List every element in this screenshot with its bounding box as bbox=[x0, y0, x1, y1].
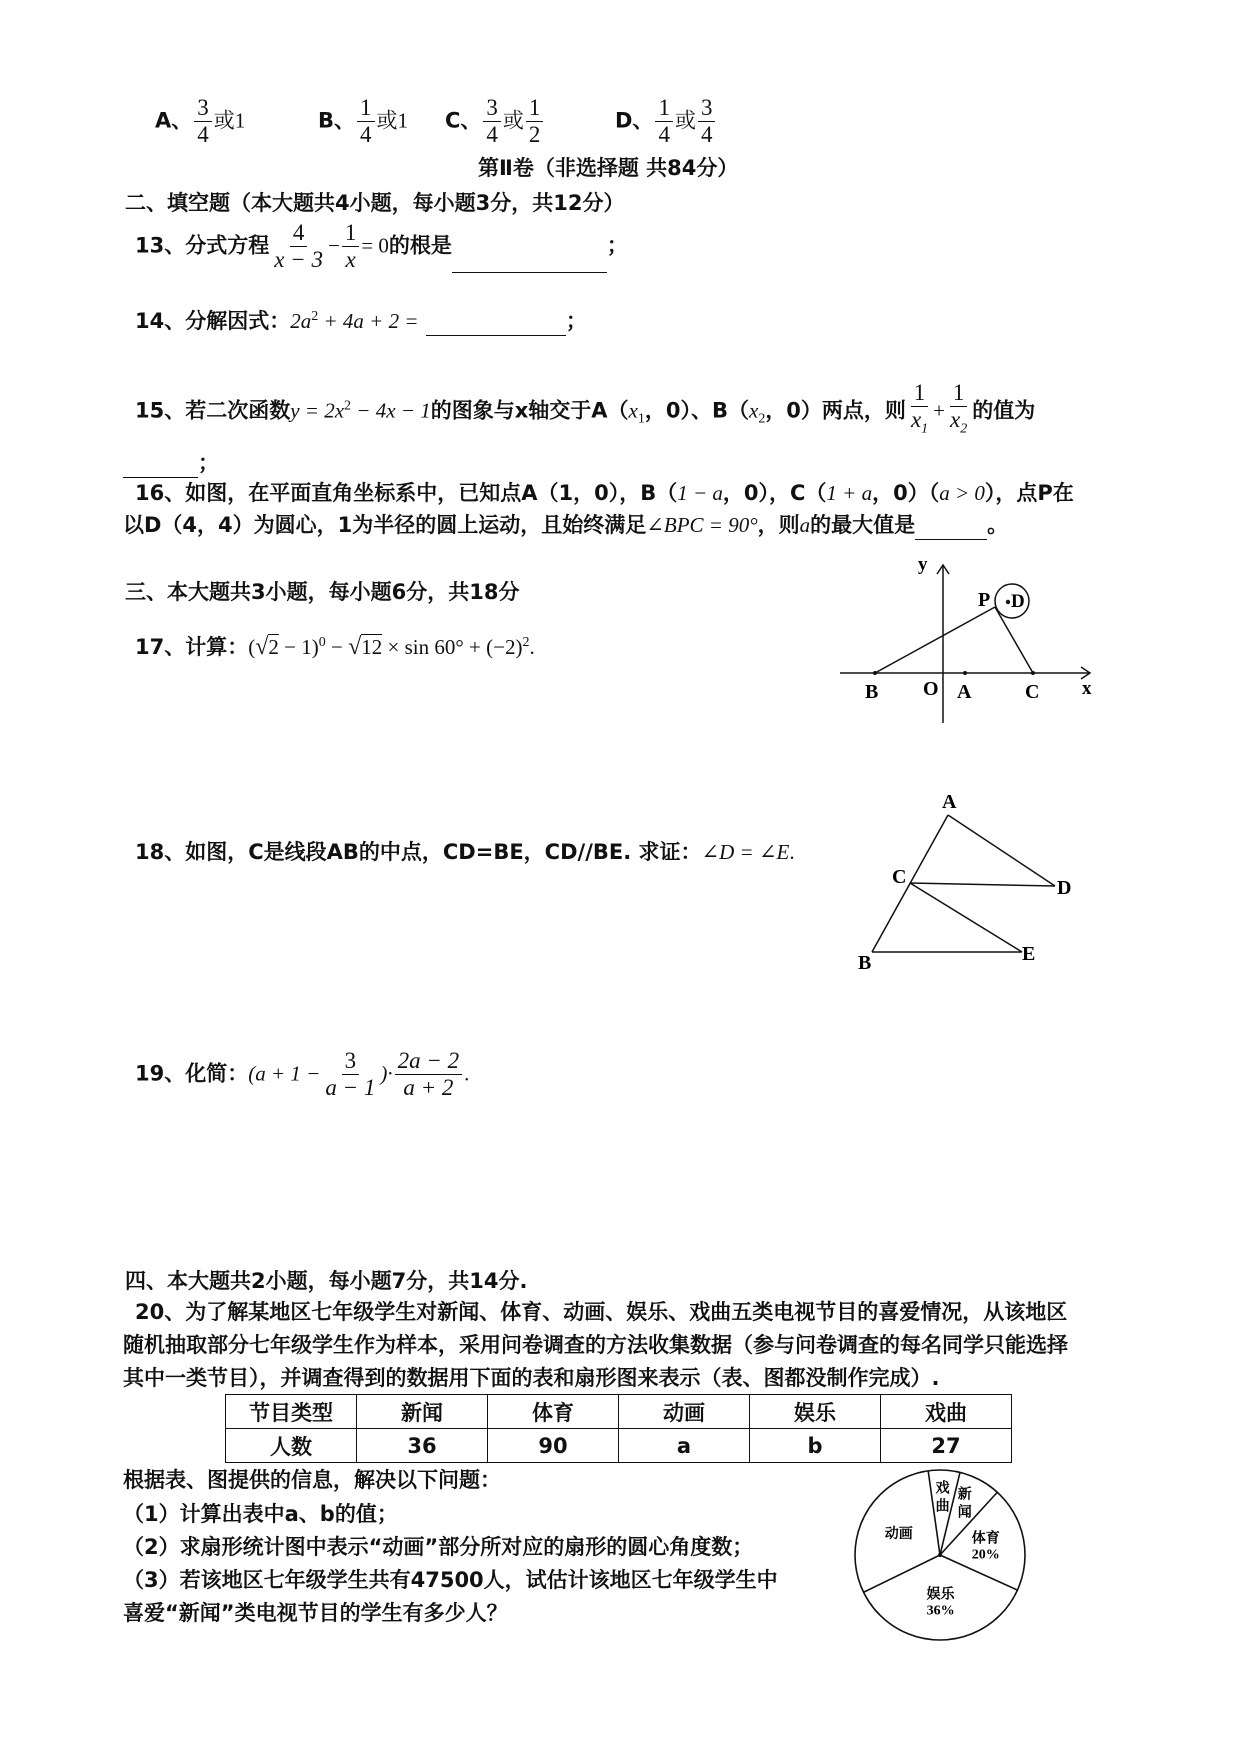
fraction: $\frac{2a - 2}{a + 2}$ bbox=[395, 1048, 463, 1101]
volume-title: 第Ⅱ卷（非选择题 共84分） bbox=[478, 156, 739, 180]
q12-option-d: D、 $\frac{1}{4}$ 或 $\frac{3}{4}$ bbox=[615, 95, 717, 148]
label-x: x bbox=[1082, 678, 1092, 699]
table-cell: 27 bbox=[881, 1429, 1012, 1463]
table-header-cell: 节目类型 bbox=[226, 1395, 357, 1429]
question-14: 14、分解因式：$2a^2 + 4a + 2$ = ； bbox=[135, 302, 587, 336]
fraction: $\frac{1}{x_2}$ bbox=[950, 380, 968, 437]
label-b: B bbox=[858, 952, 872, 974]
survey-table bbox=[225, 1394, 1012, 1463]
pie-chart bbox=[848, 1460, 1033, 1650]
fraction: $\frac{1}{4}$ bbox=[655, 95, 673, 148]
q12-option-c: C、 $\frac{3}{4}$ 或 $\frac{1}{2}$ bbox=[445, 95, 545, 148]
point-b bbox=[873, 671, 877, 675]
label-p: P bbox=[978, 589, 991, 611]
answer-blank[interactable] bbox=[915, 517, 987, 540]
pie-label-text: 娱乐 bbox=[926, 1587, 955, 1603]
question-18: 18、如图，C是线段AB的中点，CD=BE，CD//BE. 求证：∠D = ∠E. bbox=[135, 840, 795, 864]
question-20-intro: 根据表、图提供的信息，解决以下问题： bbox=[123, 1468, 501, 1492]
answer-blank[interactable] bbox=[123, 455, 198, 478]
label-c: C bbox=[892, 866, 907, 888]
fraction: $\frac{1}{x_1}$ bbox=[910, 380, 929, 437]
table-header-cell: 娱乐 bbox=[750, 1395, 881, 1429]
fraction: $\frac{3}{4}$ bbox=[194, 95, 212, 148]
table-cell: 人数 bbox=[226, 1429, 357, 1463]
segment-cd bbox=[910, 883, 1055, 886]
table-header-cell: 新闻 bbox=[357, 1395, 488, 1429]
segment-pc bbox=[995, 607, 1033, 673]
table-cell: 36 bbox=[357, 1429, 488, 1463]
table-cell: b bbox=[750, 1429, 881, 1463]
point-c bbox=[1031, 671, 1035, 675]
q12-option-b: B、 $\frac{1}{4}$ 或1 bbox=[318, 95, 409, 147]
q12-option-a: A、 $\frac{3}{4}$ 或1 bbox=[155, 95, 246, 147]
question-16-line1: 16、如图，在平面直角坐标系中，已知点A（1，0），B（1 − a，0），C（1 + a，0）（a > 0），点P在 bbox=[135, 481, 1074, 505]
label-a: A bbox=[957, 681, 972, 703]
triangle-figure bbox=[850, 790, 1080, 975]
point-d bbox=[1006, 600, 1010, 604]
segment-ce bbox=[910, 883, 1022, 952]
pie-label-text: 动画 bbox=[884, 1527, 913, 1543]
pie-label-text: 体育 bbox=[971, 1531, 1000, 1547]
table-header-cell: 戏曲 bbox=[881, 1395, 1012, 1429]
label-o: O bbox=[923, 678, 939, 700]
pie-label bbox=[972, 1530, 1000, 1563]
point-a bbox=[963, 671, 967, 675]
question-20-line2: 随机抽取部分七年级学生作为样本，采用问卷调查的方法收集数据（参与问卷调查的每名同学只能选择 bbox=[123, 1333, 1068, 1357]
section-heading: 四、本大题共2小题，每小题7分，共14分. bbox=[125, 1269, 528, 1293]
question-19: 19、化简：(a + 1 − $\frac{3}{a - 1}$ )· $\frac{2a - 2}{a + 2}$ . bbox=[135, 1048, 470, 1100]
label-y: y bbox=[918, 555, 928, 575]
question-16-line2: 以D（4，4）为圆心，1为半径的圆上运动，且始终满足∠BPC = 90°，则a的最大值是 。 bbox=[123, 510, 1008, 540]
fraction: $\frac{3}{a - 1}$ bbox=[325, 1048, 376, 1100]
question-20-sub3a: （3）若该地区七年级学生共有47500人，试估计该地区七年级学生中 bbox=[123, 1568, 778, 1592]
label-d: D bbox=[1057, 877, 1072, 899]
pie-label-text: 20% bbox=[971, 1547, 1000, 1563]
pie-label-char: 闻 bbox=[957, 1505, 972, 1521]
question-20-line3: 其中一类节目），并调查得到的数据用下面的表和扇形图来表示（表、图都没制作完成）. bbox=[123, 1366, 940, 1390]
fraction: $\frac{1}{4}$ bbox=[357, 95, 375, 148]
table-cell: 90 bbox=[488, 1429, 619, 1463]
fraction: $\frac{3}{4}$ bbox=[698, 95, 716, 148]
question-15: 15、若二次函数$y = 2x^2 - 4x - 1$的图象与x轴交于$A(x_1$，0）、$B(x_2$，0）两点，则 $\frac{1}{x_1}$ + $\frac{1}{x_2}$ 的值为 bbox=[135, 380, 1035, 443]
pie-label-char: 曲 bbox=[935, 1499, 950, 1515]
table-header-cell: 体育 bbox=[488, 1395, 619, 1429]
question-13: 13、分式方程 $\frac{4}{x - 3}$ − $\frac{1}{x}$ = 0的根是 ； bbox=[135, 220, 628, 272]
fraction: $\frac{3}{4}$ bbox=[483, 95, 501, 148]
label-c: C bbox=[1025, 681, 1040, 703]
question-15-blank: ； bbox=[123, 448, 219, 478]
pie-center bbox=[938, 1553, 942, 1557]
question-20-line1: 20、为了解某地区七年级学生对新闻、体育、动画、娱乐、戏曲五类电视节目的喜爱情况，从该地区 bbox=[135, 1300, 1068, 1324]
question-17: 17、计算：$(√2 - 1)^0 - √12 \times \sin 60^\circ + (-2)^2$. bbox=[135, 634, 535, 660]
coordinate-figure bbox=[835, 555, 1105, 725]
question-20-sub2: （2）求扇形统计图中表示“动画”部分所对应的扇形的圆心角度数； bbox=[123, 1535, 754, 1559]
fraction: $\frac{1}{x}$ bbox=[342, 220, 360, 273]
section-heading: 三、本大题共3小题，每小题6分，共18分 bbox=[125, 580, 520, 604]
fraction: $\frac{4}{x - 3}$ bbox=[274, 220, 323, 272]
segment-ad bbox=[948, 815, 1055, 886]
pie-label bbox=[927, 1586, 956, 1619]
table-header-cell: 动画 bbox=[619, 1395, 750, 1429]
table-row bbox=[226, 1395, 1012, 1429]
fraction: $\frac{1}{2}$ bbox=[526, 95, 544, 148]
label-a: A bbox=[942, 791, 957, 813]
answer-blank[interactable] bbox=[452, 250, 607, 273]
pie-label-char: 戏 bbox=[935, 1481, 950, 1497]
segment-bp bbox=[875, 607, 995, 673]
label-b: B bbox=[865, 681, 879, 703]
table-cell: a bbox=[619, 1429, 750, 1463]
section-heading: 二、填空题（本大题共4小题，每小题3分，共12分） bbox=[125, 191, 625, 215]
question-20-sub1: （1）计算出表中a、b的值； bbox=[123, 1502, 398, 1526]
question-20-sub3b: 喜爱“新闻”类电视节目的学生有多少人？ bbox=[123, 1601, 508, 1625]
table-row bbox=[226, 1429, 1012, 1463]
pie-label bbox=[885, 1525, 913, 1542]
pie-label-char: 新 bbox=[957, 1487, 972, 1503]
label-e: E bbox=[1022, 943, 1036, 965]
answer-blank[interactable] bbox=[426, 313, 566, 336]
label-d: D bbox=[1011, 591, 1025, 612]
pie-label-text: 36% bbox=[926, 1603, 955, 1619]
